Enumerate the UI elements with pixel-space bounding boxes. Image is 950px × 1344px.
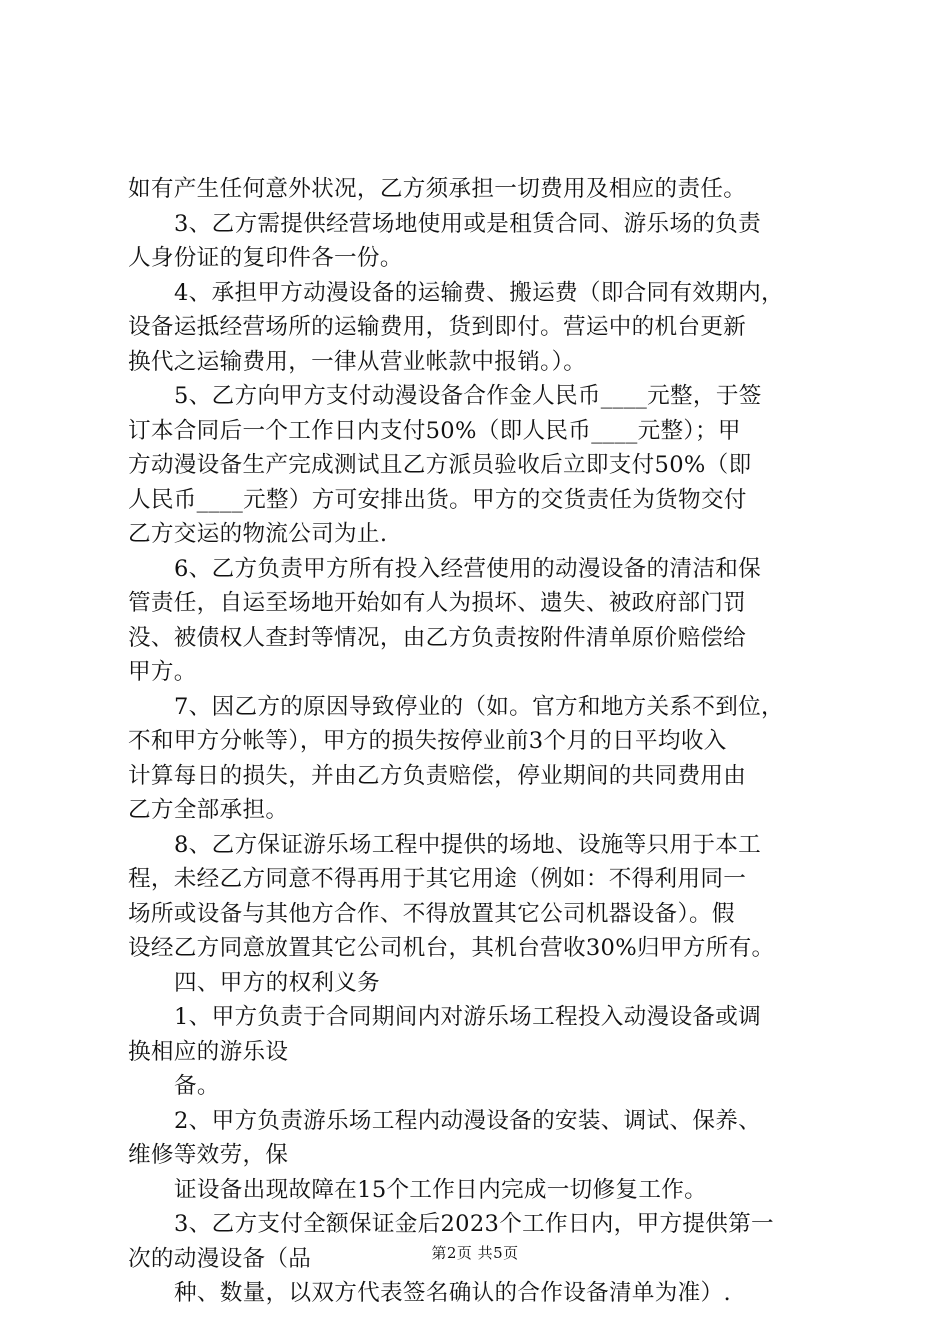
document-line: 8、乙方保证游乐场工程中提供的场地、设施等只用于本工 (174, 831, 762, 858)
document-body (128, 172, 838, 1311)
document-line: 7、因乙方的原因导致停业的（如。官方和地方关系不到位， (174, 693, 784, 720)
document-line: 方动漫设备生产完成测试且乙方派员验收后立即支付50%（即 (128, 452, 752, 478)
document-line: 人身份证的复印件各一份。 (128, 245, 403, 271)
document-line: 如有产生任何意外状况，乙方须承担一切费用及相应的责任。 (128, 176, 747, 202)
document-line: 换代之运输费用，一律从营业帐款中报销。）。 (128, 348, 587, 375)
document-line: 证设备出现故障在15个工作日内完成一切修复工作。 (174, 1176, 708, 1203)
document-line: 换相应的游乐设 (128, 1038, 289, 1065)
document-line: 人民币____元整）方可安排出货。甲方的交货责任为货物交付 (128, 486, 747, 513)
document-line: 2、甲方负责游乐场工程内动漫设备的安装、调试、保养、 (174, 1107, 762, 1134)
document-line: 甲方。 (128, 659, 197, 685)
document-line: 种、数量，以双方代表签名确认的合作设备清单为准）. (174, 1280, 731, 1306)
document-line: 乙方交运的物流公司为止. (128, 521, 388, 547)
document-line: 维修等效劳，保 (128, 1142, 289, 1168)
document-line: 4、承担甲方动漫设备的运输费、搬运费（即合同有效期内， (174, 279, 784, 306)
document-line: 5、乙方向甲方支付动漫设备合作金人民币____元整，于签 (174, 383, 762, 409)
document-line: 不和甲方分帐等），甲方的损失按停业前3个月的日平均收入 (128, 728, 727, 754)
document-line: 没、被债权人查封等情况，由乙方负责按附件清单原价赔偿给 (128, 624, 747, 651)
document-line: 1、甲方负责于合同期间内对游乐场工程投入动漫设备或调 (174, 1004, 762, 1030)
document-line: 6、乙方负责甲方所有投入经营使用的动漫设备的清洁和保 (174, 555, 762, 582)
document-line: 次的动漫设备（品 (128, 1245, 312, 1272)
document-line: 乙方全部承担。 (128, 797, 289, 823)
document-line: 管责任，自运至场地开始如有人为损坏、遗失、被政府部门罚 (128, 590, 747, 616)
document-line: 备。 (174, 1073, 220, 1099)
document-line: 设经乙方同意放置其它公司机台，其机台营收30%归甲方所有。 (128, 935, 775, 961)
document-line: 设备运抵经营场所的运输费用，货到即付。营运中的机台更新 (128, 314, 747, 340)
document-line: 3、乙方支付全额保证金后2023个工作日内，甲方提供第一 (174, 1211, 774, 1237)
page-number-footer: 第2页 共5页 (431, 1244, 519, 1262)
document-line: 3、乙方需提供经营场地使用或是租赁合同、游乐场的负责 (174, 210, 762, 237)
document-line: 计算每日的损失，并由乙方负责赔偿，停业期间的共同费用由 (128, 762, 747, 789)
document-line: 场所或设备与其他方合作、不得放置其它公司机器设备）。假 (128, 900, 735, 927)
document-line: 程，未经乙方同意不得再用于其它用途（例如：不得利用同一 (128, 866, 747, 892)
document-line: 订本合同后一个工作日内支付50%（即人民币____元整）；甲 (128, 417, 741, 444)
document-line: 四、甲方的权利义务 (174, 969, 381, 996)
